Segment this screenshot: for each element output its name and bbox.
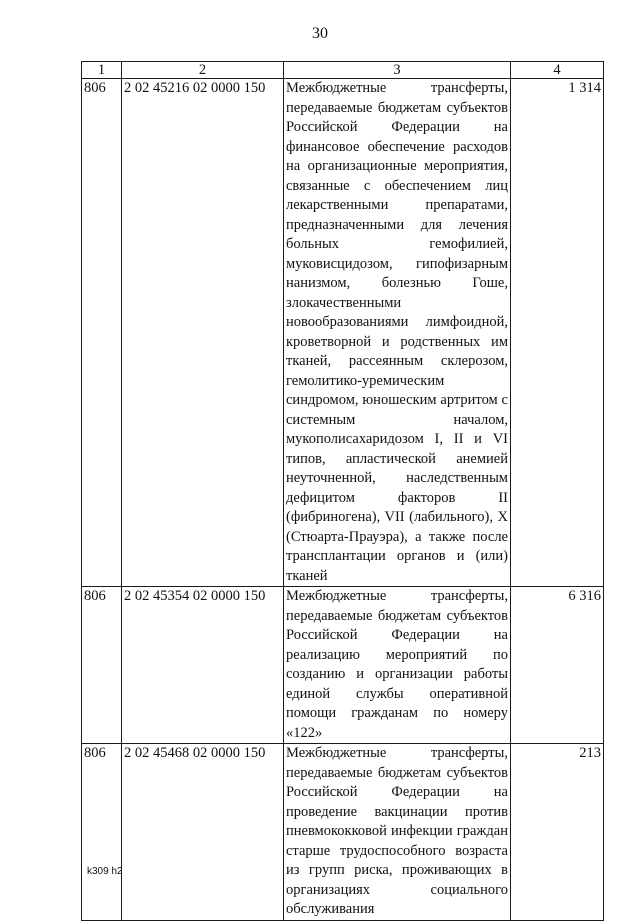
description-cell: Межбюджетные трансферты, передаваемые бюджетам субъектов Российской Федерации на проведение вакцинации против пневмококковой инфекции граждан старше трудоспособного возраста из групп риска, проживающих в организациях социального обслуживания: [284, 744, 511, 921]
revenue-code-cell: 2 02 45468 02 0000 150: [122, 744, 284, 921]
table-header-row: [82, 62, 604, 79]
administrator-code-cell: 806: [82, 79, 122, 587]
document-footer-code: k309 h2: [87, 866, 123, 877]
administrator-code-cell: 806: [82, 744, 122, 921]
column-header-4: 4: [511, 62, 604, 79]
column-header-3: 3: [284, 62, 511, 79]
table-row: [82, 79, 604, 587]
administrator-code-cell: 806: [82, 587, 122, 744]
description-cell: Межбюджетные трансферты, передаваемые бюджетам субъектов Российской Федерации на реализацию мероприятий по созданию и организации работы единой службы оперативной помощи гражданам по номеру «122»: [284, 587, 511, 744]
column-header-1: 1: [82, 62, 122, 79]
amount-cell: 1 314: [511, 79, 604, 587]
revenue-code-cell: 2 02 45354 02 0000 150: [122, 587, 284, 744]
page-number: 30: [312, 25, 328, 42]
description-cell: Межбюджетные трансферты, передаваемые бюджетам субъектов Российской Федерации на финансовое обеспечение расходов на организационные мероприятия, связанные с обеспечением лиц лекарственными препаратами, предназначенными для лечения больных гемофилией, муковисцидозом, гипофизарным нанизмом, болезнью Гоше, злокачественными новообразованиями лимфоидной, кроветворной и родственных им тканей, рассеянным склерозом, гемолитико-уремическим синдромом, юношеским артритом с системным началом, мукополисахаридозом I, II и VI типов, апластической анемией неуточненной, наследственным дефицитом факторов II (фибриногена), VII (лабильного), X (Стюарта-Прауэра), а также после трансплантации органов и (или) тканей: [284, 79, 511, 587]
column-header-2: 2: [122, 62, 284, 79]
revenue-code-cell: 2 02 45216 02 0000 150: [122, 79, 284, 587]
amount-cell: 213: [511, 744, 604, 921]
budget-table: [81, 61, 604, 921]
table-row: [82, 744, 604, 921]
amount-cell: 6 316: [511, 587, 604, 744]
table-row: [82, 587, 604, 744]
